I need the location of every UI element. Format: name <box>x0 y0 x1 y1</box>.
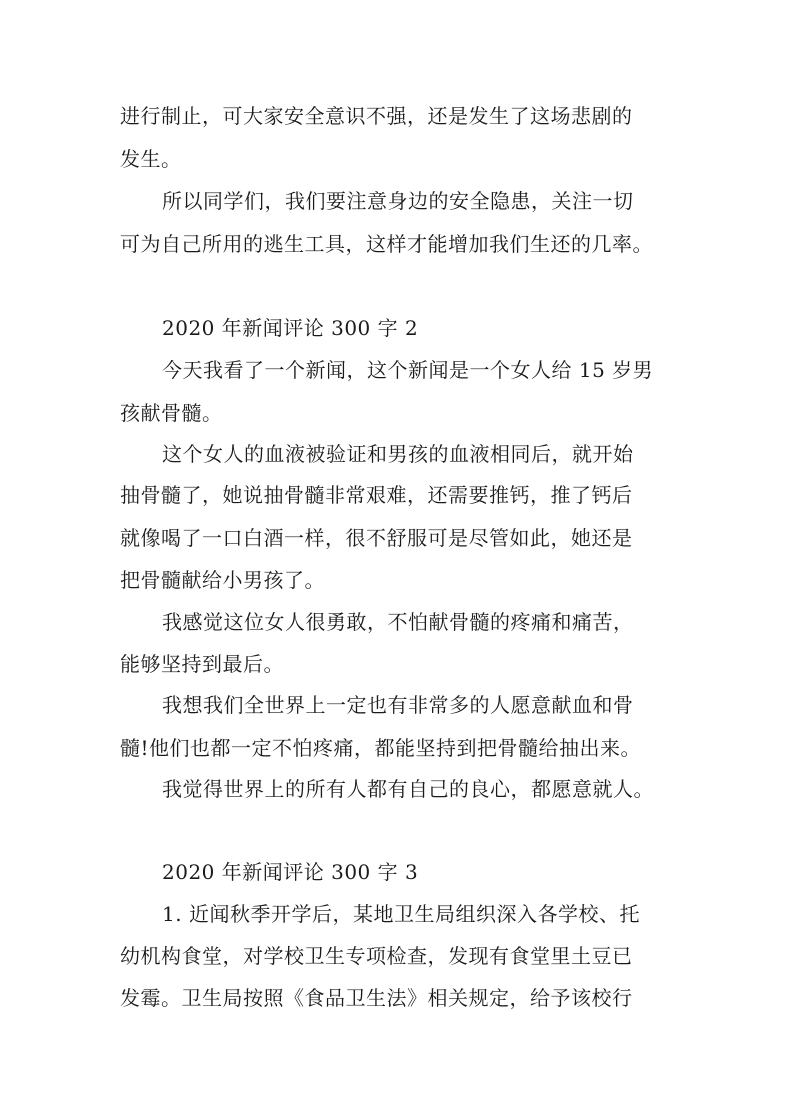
text-line: 发霉。卫生局按照《食品卫生法》相关规定，给予该校行 <box>120 986 633 1010</box>
text-line: 髓!他们也都一定不怕疼痛，都能坚持到把骨髓给抽出来。 <box>120 736 642 760</box>
text-line: 幼机构食堂，对学校卫生专项检查，发现有食堂里土豆已 <box>120 944 633 968</box>
text-line: 孩献骨髓。 <box>120 401 223 425</box>
text-line: 所以同学们，我们要注意身边的安全隐患，关注一切 <box>162 189 634 213</box>
text-line: 把骨髓献给小男孩了。 <box>120 568 325 592</box>
text-line: 1. 近闻秋季开学后，某地卫生局组织深入各学校、托 <box>162 902 640 926</box>
section-heading: 2020 年新闻评论 300 字 2 <box>162 316 419 340</box>
text-line: 能够坚持到最后。 <box>120 652 284 676</box>
text-line: 发生。 <box>120 147 182 171</box>
section-heading: 2020 年新闻评论 300 字 3 <box>162 860 419 884</box>
text-line: 我觉得世界上的所有人都有自己的良心，都愿意就人。 <box>162 777 654 801</box>
text-line: 今天我看了一个新闻，这个新闻是一个女人给 15 岁男 <box>162 358 654 382</box>
text-line: 可为自己所用的逃生工具，这样才能增加我们生还的几率。 <box>120 232 653 256</box>
text-line: 进行制止，可大家安全意识不强，还是发生了这场悲剧的 <box>120 104 633 128</box>
text-line: 我感觉这位女人很勇敢，不怕献骨髓的疼痛和痛苦， <box>162 610 634 634</box>
text-line: 就像喝了一口白酒一样，很不舒服可是尽管如此，她还是 <box>120 526 633 550</box>
text-line: 我想我们全世界上一定也有非常多的人愿意献血和骨 <box>162 693 634 717</box>
text-line: 抽骨髓了，她说抽骨髓非常艰难，还需要推钙，推了钙后 <box>120 483 633 507</box>
text-line: 这个女人的血液被验证和男孩的血液相同后，就开始 <box>162 442 634 466</box>
